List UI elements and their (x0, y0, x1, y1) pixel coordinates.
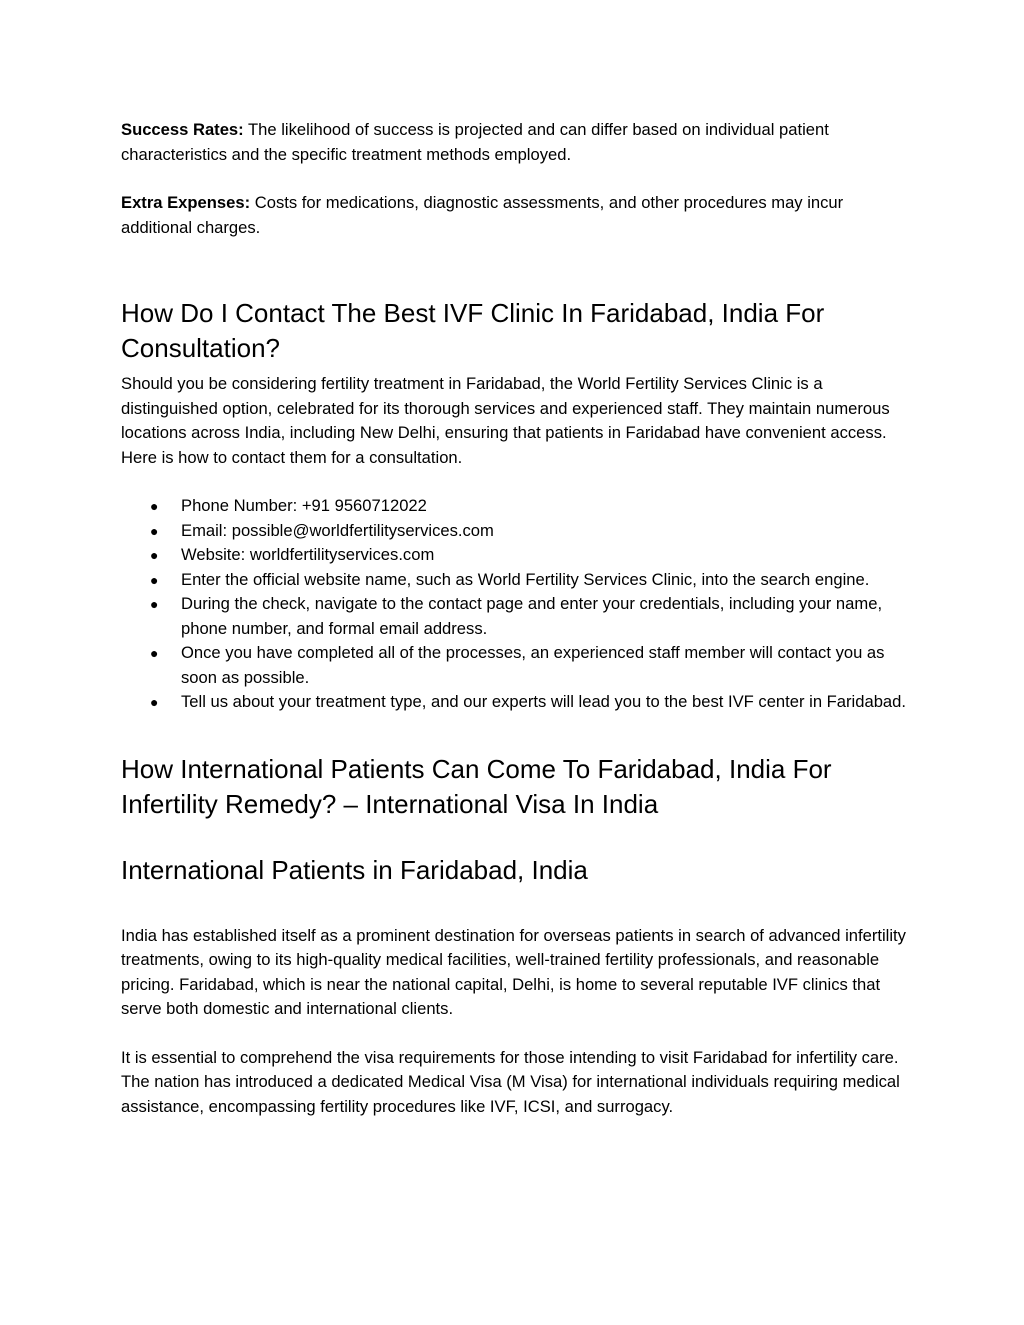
extra-expenses-paragraph (121, 191, 911, 240)
list-item (121, 592, 911, 641)
contact-bullet-list (121, 494, 911, 715)
contact-heading: How Do I Contact The Best IVF Clinic In Faridabad, India For Consultation? (121, 298, 825, 363)
international-paragraph-1: India has established itself as a prominent destination for overseas patients in search of advanced infertility treatments, owing to its high-quality medical facilities, well-trained fertility professionals, and reasonable pricing. Faridabad, which is near the national capital, Delhi, is home to several reputable IVF clinics that serve both domestic and international clients. (121, 925, 906, 1018)
list-item (121, 690, 911, 715)
extra-expenses-label: Extra Expenses: (121, 193, 251, 212)
document-page (121, 118, 911, 1119)
bullet-icon: ● (150, 498, 159, 514)
success-rates-label: Success Rates: (121, 120, 244, 139)
bullet-icon: ● (150, 694, 159, 710)
international-paragraph-2: It is essential to comprehend the visa requirements for those intending to visit Faridabad for infertility care. The nation has introduced a dedicated Medical Visa (M Visa) for international individuals requiring medical assistance, encompassing fertility procedures like IVF, ICSI, and surrogacy. (121, 1047, 900, 1116)
list-item (121, 568, 911, 593)
contact-intro-paragraph: Should you be considering fertility treatment in Faridabad, the World Fertility Services Clinic is a distinguished option, celebrated for its thorough services and experienced staff. They maintain numerous locations across India, including New Delhi, ensuring that patients in Faridabad have convenient access. Here is how to contact them for a consultation. (121, 374, 890, 467)
list-item-text: During the check, navigate to the contact page and enter your credentials, including your name, phone number, and formal email address. (181, 594, 883, 638)
bullet-icon: ● (150, 571, 159, 588)
bullet-icon: ● (150, 596, 159, 612)
list-item-text: Phone Number: +91 9560712022 (181, 496, 427, 515)
success-rates-paragraph (121, 118, 911, 167)
international-subheading: International Patients in Faridabad, India (121, 854, 588, 885)
list-item (121, 519, 911, 544)
list-item (121, 494, 911, 519)
list-item-text: Once you have completed all of the processes, an experienced staff member will contact you as soon as possible. (181, 643, 885, 687)
list-item (121, 641, 911, 690)
international-heading: How International Patients Can Come To Faridabad, India For Infertility Remedy? – International Visa In India (121, 753, 832, 819)
bullet-icon: ● (150, 547, 159, 563)
bullet-icon: ● (150, 522, 159, 539)
list-item-text: Enter the official website name, such as World Fertility Services Clinic, into the search engine. (181, 569, 870, 589)
success-rates-text: The likelihood of success is projected and can differ based on individual patient characteristics and the specific treatment methods employed. (121, 120, 829, 164)
list-item-text: Email: possible@worldfertilityservices.com (181, 520, 494, 540)
list-item (121, 543, 911, 568)
bullet-icon: ● (150, 645, 159, 661)
list-item-text: Website: worldfertilityservices.com (181, 545, 435, 564)
list-item-text: Tell us about your treatment type, and our experts will lead you to the best IVF center in Faridabad. (181, 692, 906, 711)
extra-expenses-text: Costs for medications, diagnostic assessments, and other procedures may incur additional charges. (121, 193, 844, 237)
